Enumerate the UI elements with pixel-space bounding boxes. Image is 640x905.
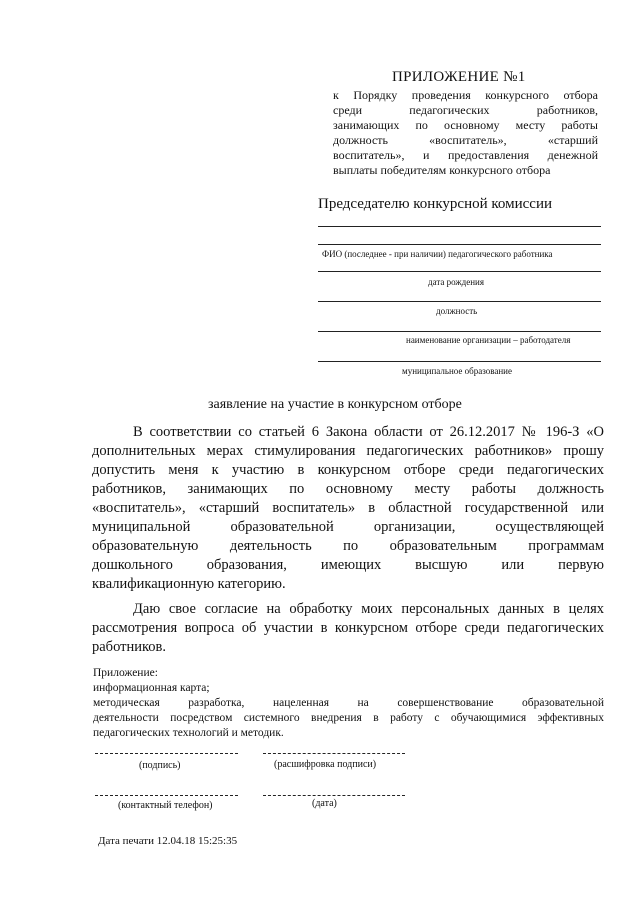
statement-title: заявление на участие в конкурсном отборе: [208, 397, 462, 412]
date-caption: (дата): [312, 798, 337, 809]
decoding-caption: (расшифровка подписи): [274, 759, 377, 770]
appendix-item: информационная карта;: [93, 682, 210, 694]
appendix-item: педагогических технологий и методик.: [93, 727, 284, 739]
header-line: воспитатель», и предоставления денежной: [333, 148, 598, 162]
decoding-line: [263, 753, 405, 754]
paragraph-line: образовательную деятельность по образовательным программам: [92, 538, 604, 554]
organization-caption: наименование организации – работодателя: [406, 335, 571, 345]
appendix-title: Приложение:: [93, 667, 158, 679]
appendix-item: деятельности посредством системного внедрения в работу с обучающимися эффективных: [93, 712, 604, 724]
phone-caption: (контактный телефон): [118, 800, 213, 811]
print-date: Дата печати 12.04.18 15:25:35: [98, 835, 238, 847]
position-line: [318, 301, 601, 302]
header-line: занимающих по основному месту работы: [333, 118, 598, 132]
date-line: [263, 795, 405, 796]
paragraph-line: рассмотрения вопроса об участии в конкурсном отборе среди педагогических: [92, 620, 604, 636]
header-line: должность «воспитатель», «старший: [333, 133, 598, 147]
paragraph-line: муниципальной образовательной организации, осуществляющей: [92, 519, 604, 535]
header-line: выплаты победителям конкурсного отбора: [333, 163, 551, 177]
fio-line: [318, 244, 601, 245]
paragraph-line: допустить меня к участию в конкурсном отборе среди педагогических: [92, 462, 604, 478]
birth-date-caption: дата рождения: [428, 277, 484, 287]
signature-line: [95, 753, 238, 754]
organization-line: [318, 331, 601, 332]
header-line: среди педагогических работников,: [333, 103, 598, 117]
municipality-caption: муниципальное образование: [402, 366, 512, 376]
paragraph-line: работников, занимающих по основному месту работы должность: [92, 481, 604, 497]
appendix-item: методическая разработка, нацеленная на совершенствование образовательной: [93, 697, 604, 709]
phone-line: [95, 795, 238, 796]
signature-caption: (подпись): [139, 760, 181, 771]
appendix-number-title: ПРИЛОЖЕНИЕ №1: [392, 69, 526, 85]
paragraph-line: «воспитатель», «старший воспитатель» в областной государственной или: [92, 500, 604, 516]
paragraph-line: Даю свое согласие на обработку моих персональных данных в целях: [133, 601, 604, 617]
position-caption: должность: [436, 306, 478, 316]
fio-caption: ФИО (последнее - при наличии) педагогического работника: [322, 249, 553, 259]
addressee-title: Председателю конкурсной комиссии: [318, 196, 553, 212]
birth-date-line: [318, 271, 601, 272]
paragraph-line: квалификационную категорию.: [92, 576, 286, 592]
paragraph-line: дошкольного образования, имеющих высшую или первую: [92, 557, 604, 573]
paragraph-line: работников.: [92, 639, 167, 655]
municipality-line: [318, 361, 601, 362]
header-line: к Порядку проведения конкурсного отбора: [333, 88, 598, 102]
paragraph-line: дополнительных мерах стимулирования педагогических работников» прошу: [92, 443, 604, 459]
paragraph-line: В соответствии со статьей 6 Закона области от 26.12.2017 № 196-З «О: [133, 424, 604, 440]
blank-line: [318, 226, 601, 227]
